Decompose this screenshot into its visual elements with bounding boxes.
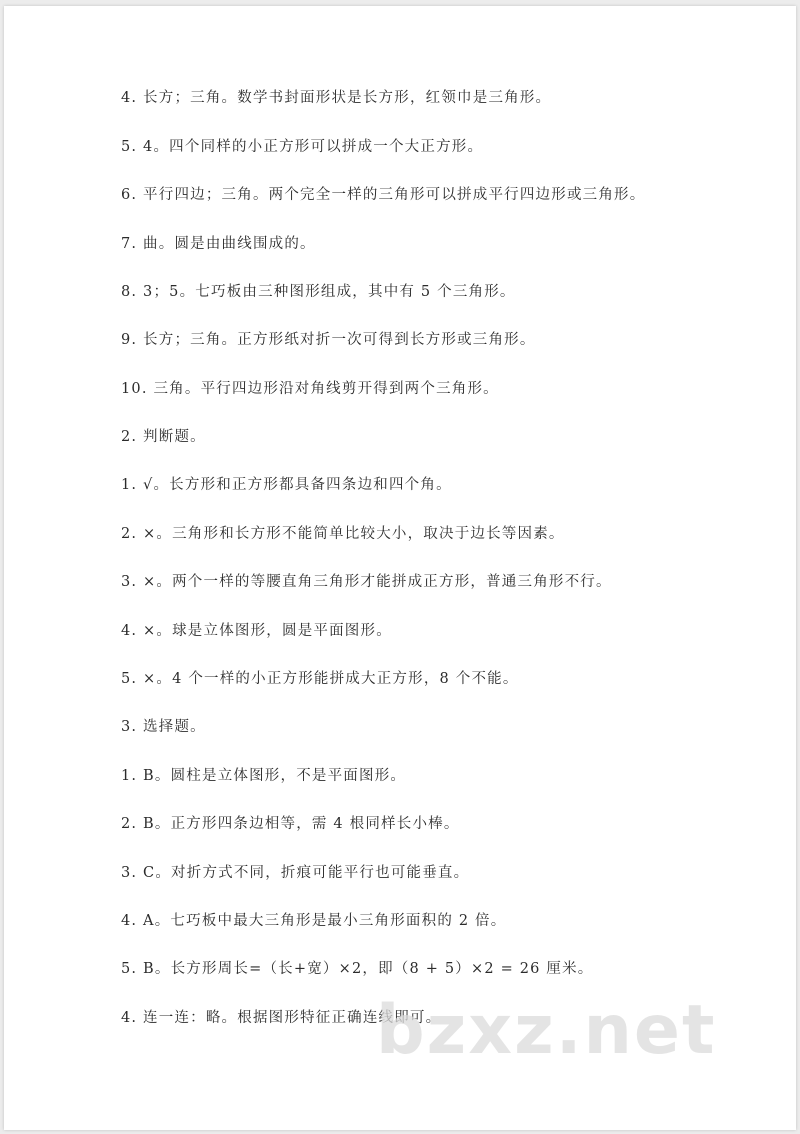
watermark: bzxz.net [376, 991, 717, 1070]
answer-line: 5. ×。4 个一样的小正方形能拼成大正方形，8 个不能。 [121, 671, 519, 687]
answer-line: 2. B。正方形四条边相等，需 4 根同样长小棒。 [121, 816, 460, 832]
answer-line: 6. 平行四边；三角。两个完全一样的三角形可以拼成平行四边形或三角形。 [121, 187, 646, 203]
answer-line: 2. ×。三角形和长方形不能简单比较大小，取决于边长等因素。 [121, 526, 565, 542]
answer-line: 1. B。圆柱是立体图形，不是平面图形。 [121, 768, 407, 784]
answer-line: 8. 3；5。七巧板由三种图形组成，其中有 5 个三角形。 [121, 284, 516, 300]
answer-line: 1. √。长方形和正方形都具备四条边和四个角。 [121, 477, 452, 493]
answer-line: 7. 曲。圆是由曲线围成的。 [121, 236, 316, 252]
answer-line: 4. 长方；三角。数学书封面形状是长方形，红领巾是三角形。 [121, 90, 552, 106]
answer-line: 5. B。长方形周长=（长+宽）×2，即（8 + 5）×2 = 26 厘米。 [121, 961, 594, 977]
document-page [4, 6, 796, 1130]
answer-line: 9. 长方；三角。正方形纸对折一次可得到长方形或三角形。 [121, 332, 536, 348]
answer-line: 3. C。对折方式不同，折痕可能平行也可能垂直。 [121, 865, 470, 881]
answer-line: 5. 4。四个同样的小正方形可以拼成一个大正方形。 [121, 139, 484, 155]
answer-line: 4. A。七巧板中最大三角形是最小三角形面积的 2 倍。 [121, 913, 507, 929]
section-heading: 3. 选择题。 [121, 719, 206, 735]
answer-line: 10. 三角。平行四边形沿对角线剪开得到两个三角形。 [121, 381, 499, 397]
section-heading: 4. 连一连：略。根据图形特征正确连线即可。 [121, 1010, 442, 1026]
answer-line: 3. ×。两个一样的等腰直角三角形才能拼成正方形，普通三角形不行。 [121, 574, 612, 590]
answer-line: 4. ×。球是立体图形，圆是平面图形。 [121, 623, 392, 639]
section-heading: 2. 判断题。 [121, 429, 206, 445]
